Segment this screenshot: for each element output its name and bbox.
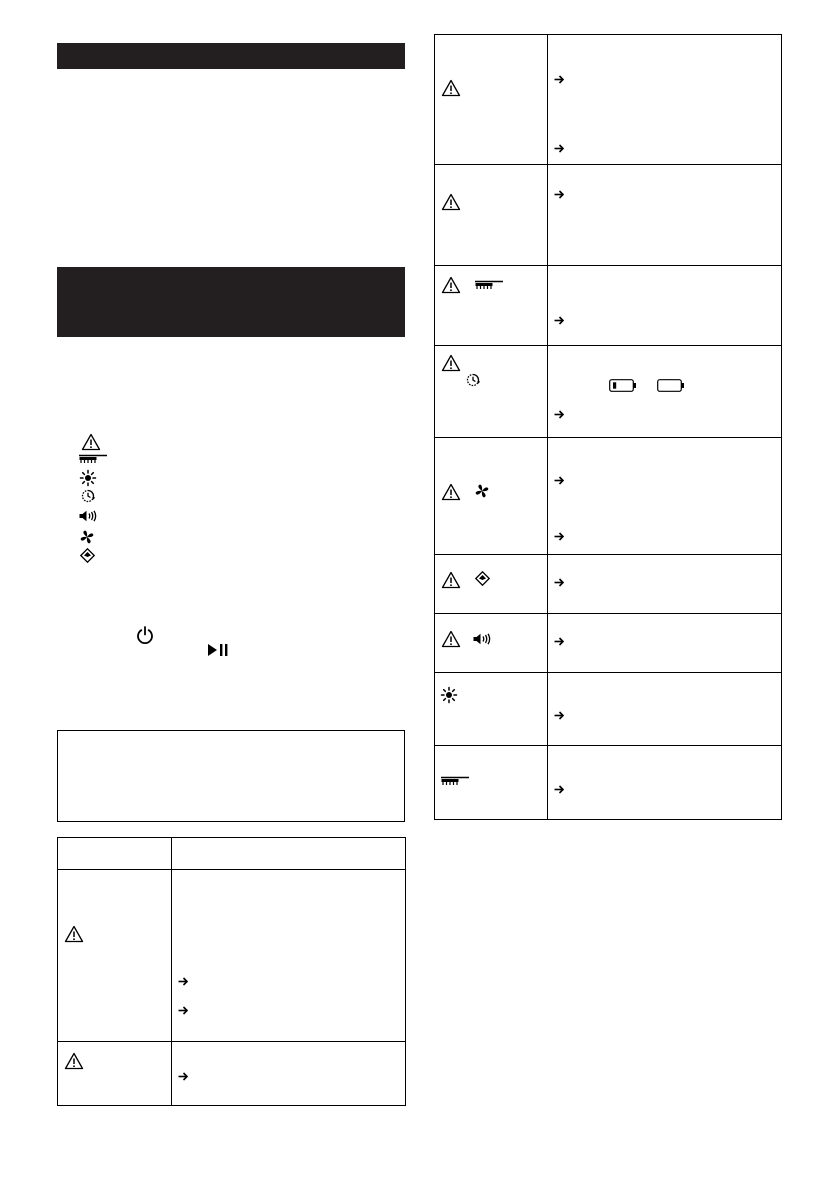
indicator-cell (435, 266, 548, 346)
indicator-cell (435, 614, 548, 673)
arrow-right-icon (554, 410, 565, 419)
arrow-right-icon (554, 578, 565, 587)
remedy-cell (172, 870, 406, 1042)
note-box (57, 730, 405, 822)
arrow-right-icon (554, 476, 565, 485)
indicator-cell (435, 673, 548, 746)
table-row (58, 1042, 406, 1106)
table-row (58, 870, 406, 1042)
play-pause-icon (207, 643, 229, 657)
brush-roll-icon (441, 776, 469, 786)
remedy-cell (548, 555, 782, 614)
header-cell-remedy (172, 838, 406, 870)
light-burst-icon (441, 687, 457, 703)
remedy-cell (172, 1042, 406, 1106)
remedy-cell (548, 165, 782, 266)
dust-box-icon (475, 571, 490, 586)
header-cell-indicator (58, 838, 172, 870)
indicator-cell (435, 438, 548, 555)
arrow-right-icon (554, 190, 565, 199)
table-row (435, 614, 782, 673)
troubleshooting-table-left (57, 837, 406, 1106)
indicator-cell (58, 870, 172, 1042)
section-heading-bar-2 (57, 267, 405, 337)
speaker-icon (473, 633, 491, 645)
dust-box-icon (80, 548, 95, 563)
table-row (435, 746, 782, 820)
remedy-cell (548, 35, 782, 165)
brush-roll-icon (475, 280, 503, 290)
warning-triangle-icon (441, 571, 461, 589)
light-burst-icon (80, 470, 96, 486)
table-row (435, 266, 782, 346)
warning-triangle-icon (441, 630, 461, 648)
arrow-right-icon (554, 75, 565, 84)
remedy-cell (548, 438, 782, 555)
warning-triangle-icon (81, 433, 101, 451)
timer-icon (465, 372, 481, 388)
indicator-cell (435, 746, 548, 820)
warning-triangle-icon (64, 925, 84, 943)
warning-triangle-icon (441, 79, 461, 97)
fan-icon (475, 484, 489, 498)
timer-icon (80, 488, 96, 504)
battery-empty-icon (657, 379, 685, 392)
arrow-right-icon (178, 1072, 189, 1081)
table-row (435, 673, 782, 746)
warning-triangle-icon (441, 193, 461, 211)
speaker-icon (79, 510, 97, 522)
indicator-cell (435, 35, 548, 165)
table-row (435, 438, 782, 555)
arrow-right-icon (554, 144, 565, 153)
fan-icon (80, 530, 94, 544)
warning-triangle-icon (441, 276, 461, 294)
section-heading-bar-1 (57, 43, 405, 69)
indicator-cell (435, 555, 548, 614)
troubleshooting-table-right (434, 34, 782, 820)
warning-triangle-icon (441, 483, 461, 501)
remedy-cell (548, 673, 782, 746)
warning-triangle-icon (64, 1052, 84, 1070)
arrow-right-icon (554, 711, 565, 720)
arrow-right-icon (178, 1006, 189, 1015)
arrow-right-icon (554, 785, 565, 794)
arrow-right-icon (554, 637, 565, 646)
brush-roll-icon (79, 454, 107, 464)
power-icon (136, 626, 154, 644)
remedy-cell (548, 614, 782, 673)
warning-triangle-icon (441, 354, 461, 372)
remedy-cell (548, 346, 782, 438)
indicator-cell (435, 346, 548, 438)
remedy-cell (548, 746, 782, 820)
arrow-right-icon (554, 532, 565, 541)
arrow-right-icon (178, 977, 189, 986)
indicator-cell (435, 165, 548, 266)
table-row (435, 346, 782, 438)
table-row (435, 35, 782, 165)
indicator-cell (58, 1042, 172, 1106)
table-header-row (58, 838, 406, 870)
table-row (435, 165, 782, 266)
remedy-cell (548, 266, 782, 346)
table-row (435, 555, 782, 614)
battery-low-icon (609, 379, 637, 392)
arrow-right-icon (554, 316, 565, 325)
